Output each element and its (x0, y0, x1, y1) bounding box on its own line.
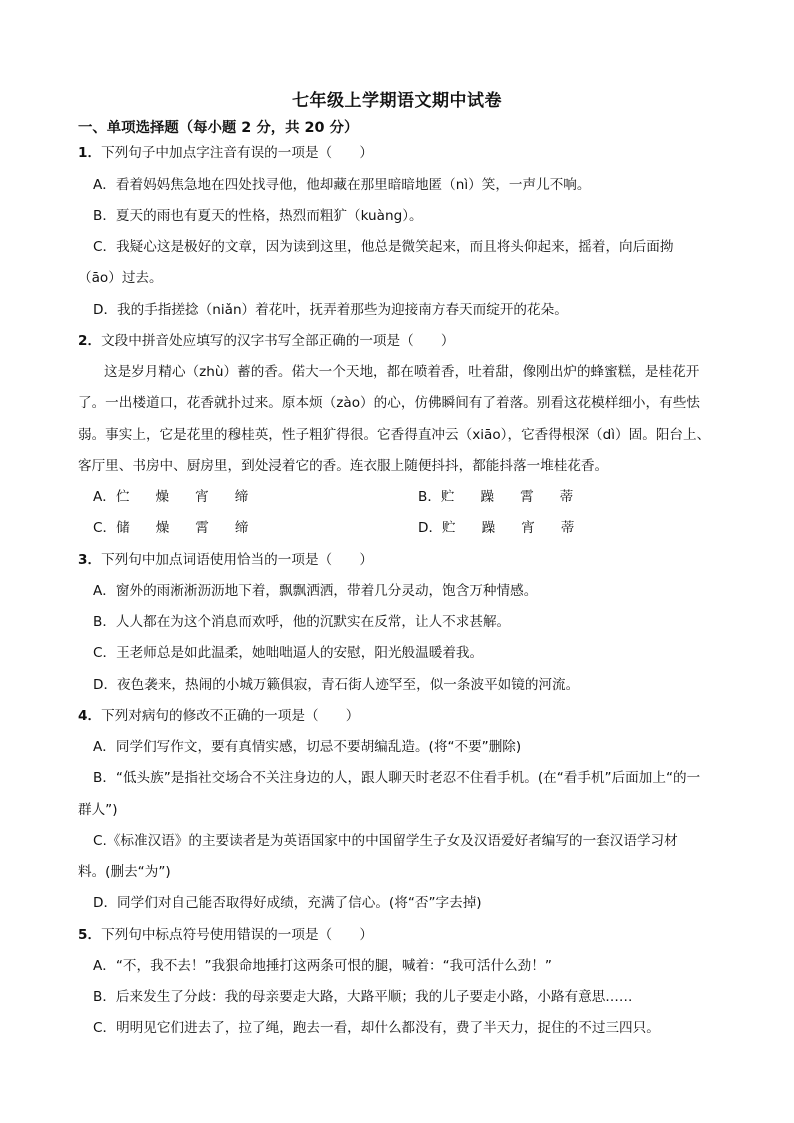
q2-passage-line1: 这是岁月精心（zhù）蓄的香。偌大一个天地，都在喷着香，吐着甜，像刚出炉的蜂蜜糕，是桂花开 (104, 364, 700, 380)
option-char: C．储 (93, 520, 130, 536)
question-text: 下列句中标点符号使用错误的一项是（ ） (101, 927, 373, 943)
q1-option-c-line2: （āo）过去。 (78, 270, 163, 286)
question-number: 5． (78, 927, 102, 943)
question-number: 1． (78, 145, 102, 161)
question-number: 3． (78, 552, 102, 568)
question-2-stem (78, 331, 455, 351)
q2-passage-line2: 了。一出楼道口，花香就扑过来。原本烦（zào）的心，仿佛瞬间有了着落。别看这花模样细小，有些怯 (78, 395, 700, 411)
option-char: B．贮 (418, 489, 455, 505)
q3-option-a: A．窗外的雨淅淅沥沥地下着，飘飘洒洒，带着几分灵动，饱含万种情感。 (93, 583, 538, 599)
q4-option-b-line2: 群人”) (78, 802, 118, 818)
question-1-stem (78, 143, 373, 163)
option-char: 霄 (195, 520, 209, 536)
q4-option-c-line1: C.《标准汉语》的主要读者是为英语国家中的中国留学生子女及汉语爱好者编写的一套汉语学习材 (93, 833, 678, 849)
q4-option-a: A．同学们写作文，要有真情实感，切忌不要胡编乱造。(将“不要”删除) (93, 739, 522, 755)
option-char: 燥 (155, 520, 170, 536)
question-text: 下列句中加点词语使用恰当的一项是（ ） (101, 552, 373, 568)
option-char: 缔 (234, 489, 249, 505)
option-char: 躁 (481, 520, 496, 536)
option-char: 缔 (234, 520, 249, 536)
option-char: 燥 (155, 489, 170, 505)
q1-option-b: B．夏天的雨也有夏天的性格，热烈而粗犷（kuàng）。 (93, 208, 423, 224)
option-char: A．伫 (93, 489, 130, 505)
q2-option-b (418, 487, 599, 507)
q4-option-b-line1: B．“低头族”是指社交场合不关注身边的人，跟人聊天时老忍不住看手机。(在“看手机”后面加上“的一 (93, 770, 701, 786)
q5-option-c: C．明明见它们进去了，拉了绳，跑去一看，却什么都没有，费了半天力，捉住的不过三四只。 (93, 1020, 660, 1036)
question-text: 文段中拼音处应填写的汉字书写全部正确的一项是（ ） (101, 333, 455, 349)
option-char: 蒂 (560, 520, 575, 536)
exam-title: 七年级上学期语文期中试卷 (292, 91, 502, 111)
option-char: 宵 (195, 489, 209, 505)
q4-option-c-line2: 料。(删去“为”) (78, 864, 171, 880)
question-5-stem (78, 925, 373, 945)
option-char: 宵 (521, 520, 535, 536)
option-char: 躁 (480, 489, 495, 505)
q2-option-d (418, 518, 600, 538)
question-3-stem (78, 550, 373, 570)
q1-option-a: A．看着妈妈焦急地在四处找寻他，他却藏在那里暗暗地匿（nì）笑，一声儿不响。 (93, 177, 591, 193)
q5-option-a: A．“不，我不去！”我狠命地捶打这两条可恨的腿，喊着：“我可活什么劲！” (93, 958, 552, 974)
q3-option-d: D．夜色袭来，热闹的小城万籁俱寂，青石街人迹罕至，似一条波平如镜的河流。 (93, 677, 580, 693)
option-char: 蒂 (559, 489, 574, 505)
q5-option-b: B．后来发生了分歧：我的母亲要走大路，大路平顺；我的儿子要走小路，小路有意思…… (93, 989, 633, 1005)
option-char: 霄 (520, 489, 534, 505)
question-number: 4． (78, 708, 102, 724)
question-text: 下列句子中加点字注音有误的一项是（ ） (101, 145, 373, 161)
q3-option-c: C．王老师总是如此温柔，她咄咄逼人的安慰，阳光般温暖着我。 (93, 645, 484, 661)
option-char: D．贮 (418, 520, 456, 536)
q1-option-c-line1: C．我疑心这是极好的文章，因为读到这里，他总是微笑起来，而且将头仰起来，摇着，向后面拗 (93, 239, 674, 255)
section-heading: 一、单项选择题（每小题 2 分，共 20 分） (78, 120, 359, 136)
q2-passage-line3: 弱。事实上，它是花里的穆桂英，性子粗犷得很。它香得直冲云（xiāo），它香得根深（dì）固。阳台上、 (78, 427, 711, 443)
question-number: 2． (78, 333, 102, 349)
question-4-stem (78, 706, 359, 726)
q2-option-c (93, 518, 274, 538)
q2-passage-line4: 客厅里、书房中、厨房里，到处浸着它的香。连衣服上随便抖抖，都能抖落一堆桂花香。 (78, 458, 609, 474)
q4-option-d: D．同学们对自己能否取得好成绩，充满了信心。(将“否”字去掉) (93, 895, 482, 911)
q2-option-a (93, 487, 274, 507)
q3-option-b: B．人人都在为这个消息而欢呼，他的沉默实在反常，让人不求甚解。 (93, 614, 511, 630)
q1-option-d: D．我的手指搓捻（niǎn）着花叶，抚弄着那些为迎接南方春天而绽开的花朵。 (93, 302, 568, 318)
question-text: 下列对病句的修改不正确的一项是（ ） (101, 708, 360, 724)
